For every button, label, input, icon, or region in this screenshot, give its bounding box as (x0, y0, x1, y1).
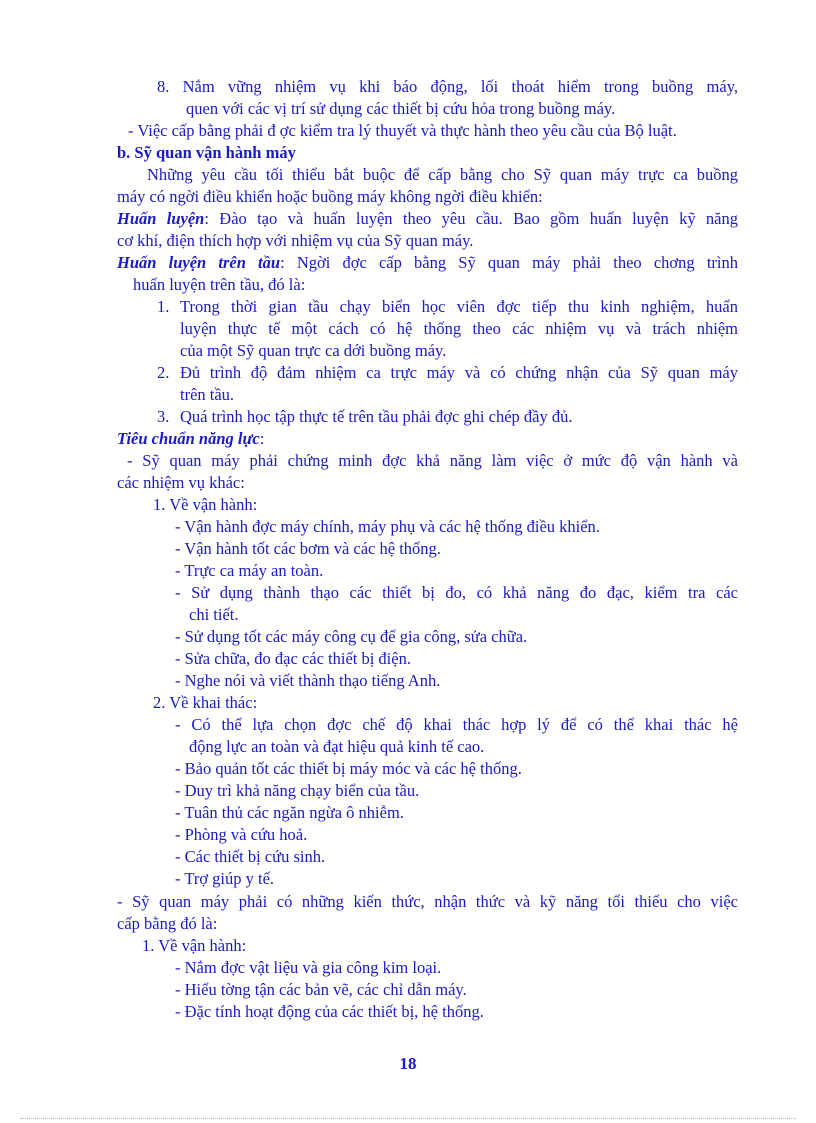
competence-intro-line-1: - Sỹ quan máy phải chứng minh đợc khả năng làm việc ở mức độ vận hành và (127, 451, 738, 470)
onboard-item-3-number: 3. (157, 407, 170, 426)
certification-note: - Việc cấp bằng phải đ ợc kiểm tra lý thuyết và thực hành theo yêu cầu của Bộ luật. (128, 121, 677, 140)
knowledge-intro-line-2: cấp bằng đó là: (117, 914, 218, 933)
operation-item-1: - Vận hành đợc máy chính, máy phụ và các hệ thống điều khiển. (175, 517, 600, 536)
onboard-item-1-line-1: Trong thời gian tầu chạy biển học viên đợc tiếp thu kinh nghiệm, huấn (180, 297, 738, 316)
operation-item-7: - Nghe nói và viết thành thạo tiếng Anh. (175, 671, 441, 690)
operation-item-3: - Trực ca máy an toàn. (175, 561, 324, 580)
operation-item-6: - Sửa chữa, đo đạc các thiết bị điện. (175, 649, 411, 668)
exploitation-heading: 2. Về khai thác: (153, 693, 258, 712)
exploitation-item-1-line-1: - Có thể lựa chọn đợc chế độ khai thác hợp lý để có thể khai thác hệ (175, 715, 738, 734)
knowledge-item-3: - Đặc tính hoạt động của các thiết bị, hệ thống. (175, 1002, 484, 1021)
competence-label-suffix: : (259, 429, 265, 448)
training-line-1 (117, 209, 738, 229)
footer-divider (20, 1118, 796, 1119)
operation-item-4-line-2: chi tiết. (189, 605, 239, 624)
exploitation-item-4: - Tuân thủ các ngăn ngừa ô nhiễm. (175, 803, 404, 822)
training-label: Huấn luyện (117, 209, 205, 228)
onboard-line-2: huấn luyện trên tầu, đó là: (133, 275, 306, 294)
section-b-heading: b. Sỹ quan vận hành máy (117, 143, 296, 162)
training-text: : Đào tạo và huấn luyện theo yêu cầu. Bao gồm huấn luyện kỹ năng (204, 209, 738, 228)
onboard-label: Huấn luyện trên tầu (117, 253, 281, 272)
competence-intro-line-2: các nhiệm vụ khác: (117, 473, 245, 492)
onboard-item-1-number: 1. (157, 297, 170, 316)
operation-item-2: - Vận hành tốt các bơm và các hệ thống. (175, 539, 441, 558)
item-8-line-2: quen với các vị trí sử dụng các thiết bị cứu hỏa trong buồng máy. (186, 99, 616, 118)
onboard-item-1-line-3: của một Sỹ quan trực ca dới buồng máy. (180, 341, 447, 360)
onboard-item-3-line-1: Quá trình học tập thực tế trên tầu phải đợc ghi chép đầy đủ. (180, 407, 573, 426)
exploitation-item-6: - Các thiết bị cứu sinh. (175, 847, 326, 866)
onboard-item-2-line-2: trên tầu. (180, 385, 235, 404)
knowledge-intro-line-1: - Sỹ quan máy phải có những kiến thức, nhận thức và kỹ năng tối thiểu cho việc (117, 892, 738, 911)
knowledge-item-1: - Nắm đợc vật liệu và gia công kim loại. (175, 958, 442, 977)
exploitation-item-3: - Duy trì khả năng chạy biển của tầu. (175, 781, 420, 800)
competence-label: Tiêu chuẩn năng lực (117, 429, 260, 448)
section-b-intro-line-1: Những yêu cầu tối thiểu bắt buộc để cấp bằng cho Sỹ quan máy trực ca buồng (147, 165, 738, 184)
exploitation-item-1-line-2: động lực an toàn và đạt hiệu quả kinh tế cao. (189, 737, 485, 756)
operation-heading: 1. Về vận hành: (153, 495, 258, 514)
page-number: 18 (399, 1054, 417, 1073)
exploitation-item-2: - Bảo quản tốt các thiết bị máy móc và các hệ thống. (175, 759, 522, 778)
onboard-text: : Ngời đợc cấp bằng Sỹ quan máy phải theo chơng trình (280, 253, 738, 272)
section-b-intro-line-2: máy có ngời điều khiển hoặc buồng máy không ngời điều khiển: (117, 187, 543, 206)
item-8-line-1: 8. Nắm vững nhiệm vụ khi báo động, lối thoát hiểm trong buồng máy, (157, 77, 738, 96)
operation-item-5: - Sử dụng tốt các máy công cụ để gia công, sửa chữa. (175, 627, 528, 646)
exploitation-item-7: - Trợ giúp y tế. (175, 869, 275, 888)
knowledge-item-2: - Hiểu tờng tận các bản vẽ, các chỉ dẫn máy. (175, 980, 467, 999)
knowledge-heading: 1. Về vận hành: (142, 936, 247, 955)
onboard-item-2-number: 2. (157, 363, 170, 382)
competence-heading (117, 429, 264, 449)
exploitation-item-5: - Phòng và cứu hoả. (175, 825, 308, 844)
operation-item-4-line-1: - Sử dụng thành thạo các thiết bị đo, có khả năng đo đạc, kiểm tra các (175, 583, 738, 602)
onboard-item-1-line-2: luyện thực tế một cách có hệ thống theo các nhiệm vụ và trách nhiệm (180, 319, 738, 338)
onboard-item-2-line-1: Đủ trình độ đảm nhiệm ca trực máy và có chứng nhận của Sỹ quan máy (180, 363, 738, 382)
onboard-line-1 (117, 253, 738, 273)
training-line-2: cơ khí, điện thích hợp với nhiệm vụ của Sỹ quan máy. (117, 231, 474, 250)
